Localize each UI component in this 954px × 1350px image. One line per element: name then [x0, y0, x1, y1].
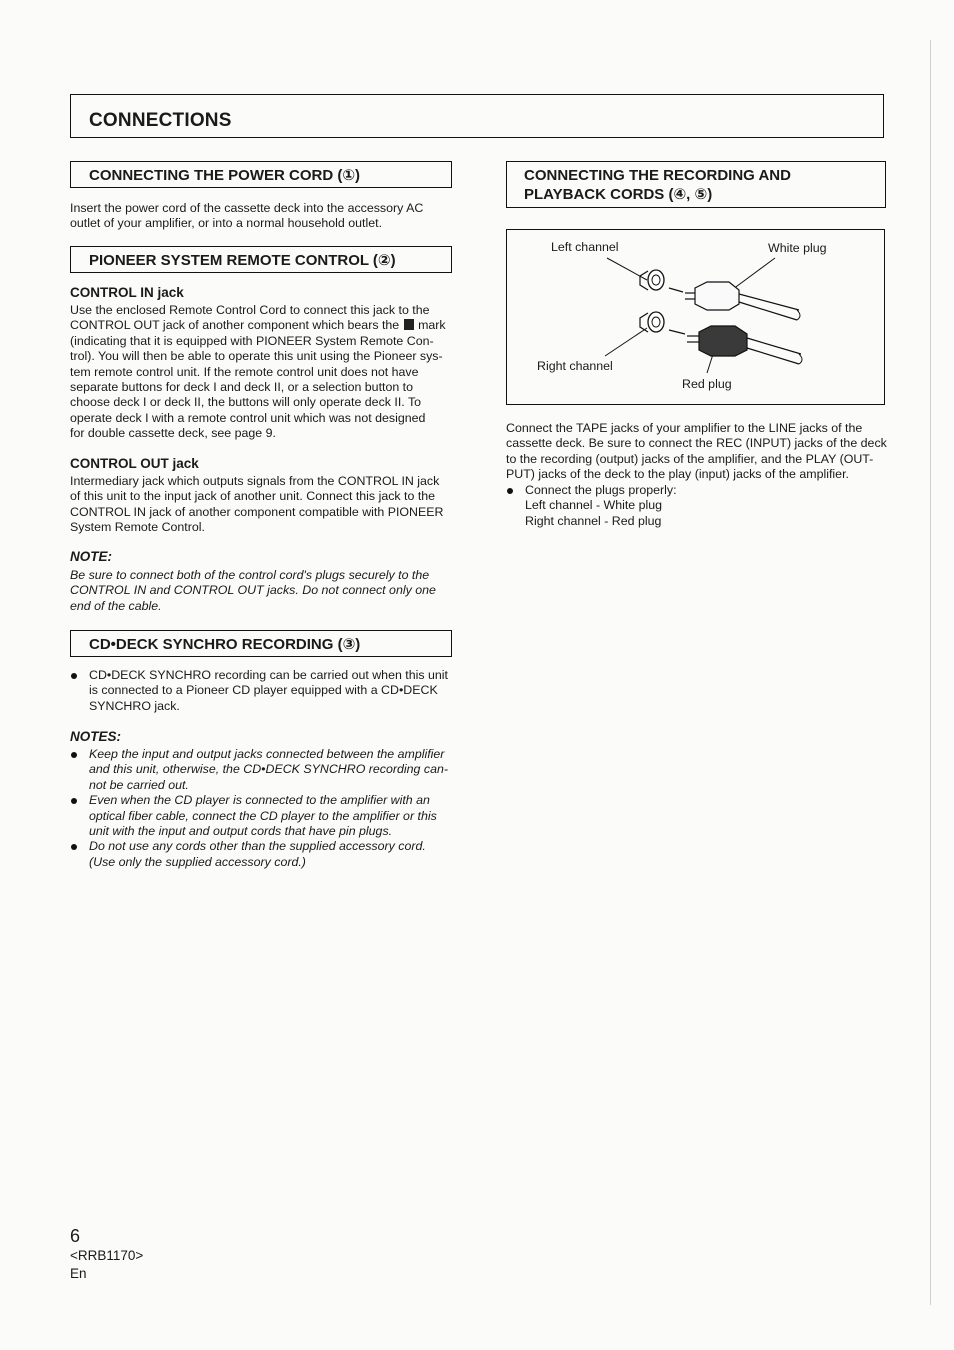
plug-illustration [507, 230, 884, 404]
note-heading: NOTE: [70, 549, 112, 564]
control-in-heading: CONTROL IN jack [70, 285, 184, 300]
right-channel-label: Right channel [537, 359, 613, 373]
cd-deck-heading: CD•DECK SYNCHRO RECORDING (③) [70, 630, 452, 657]
control-out-heading: CONTROL OUT jack [70, 456, 199, 471]
page-number: 6 [70, 1226, 81, 1246]
power-cord-text: Insert the power cord of the cassette deck into the accessory AC outlet of your amplifier, or into a normal household outlet. [70, 201, 424, 231]
note-text: Be sure to connect both of the control cord's plugs securely to the CONTROL IN and CONTROL OUT jacks. Do not connect only one end of the cable. [70, 568, 436, 613]
left-jack-icon [640, 270, 664, 290]
page-title: CONNECTIONS [89, 110, 232, 131]
notes-heading: NOTES: [70, 729, 122, 744]
cd-deck-list [70, 668, 455, 714]
list-item: CD•DECK SYNCHRO recording can be carried out when this unit is connected to a Pioneer CD player equipped with a CD•DECK SYNCHRO jack. [70, 668, 455, 714]
left-channel-label: Left channel [551, 240, 619, 254]
control-in-text: Use the enclosed Remote Control Cord to connect this jack to the CONTROL OUT jack of another component which bears the mark (indicating that it is equipped with PIONEER System Remote Con- trol). You will then be able to operate this unit using the Pioneer sys- tem remote control unit. If the remote control unit does not have separate buttons for deck I and deck II, or a selection button to choose deck I or deck II, the buttons will only operate deck II. To operate deck I with a remote control unit which was not designed for double cassette deck, see page 9. [70, 303, 446, 441]
list-item: Keep the input and output jacks connected between the amplifier and this unit, otherwise, the CD•DECK SYNCHRO recording can- not be carried out. [70, 747, 455, 793]
notes-list [70, 747, 455, 870]
list-item: Even when the CD player is connected to the amplifier with an optical fiber cable, connect the CD player to the amplifier or this unit with the input and output cords that have pin plugs. [70, 793, 455, 839]
recording-list [506, 483, 891, 529]
white-plug-label: White plug [768, 241, 827, 255]
remote-control-heading: PIONEER SYSTEM REMOTE CONTROL (②) [70, 246, 452, 273]
control-out-text: Intermediary jack which outputs signals from the CONTROL IN jack of this unit to the input jack of another unit. Connect this jack to the CONTROL IN jack of another component compatible with PIONEER System Remote Control. [70, 474, 444, 535]
document-code: <RRB1170> [70, 1248, 144, 1263]
list-item: Do not use any cords other than the supplied accessory cord. (Use only the supplied accessory cord.) [70, 839, 455, 870]
main-heading-box [70, 94, 884, 138]
white-plug-icon [685, 282, 800, 320]
page-edge-rule [930, 40, 931, 1305]
language-code: En [70, 1266, 87, 1281]
red-plug-label: Red plug [682, 377, 732, 391]
recording-text: Connect the TAPE jacks of your amplifier to the LINE jacks of the cassette deck. Be sure to connect the REC (INPUT) jacks of the deck to the recording (output) jacks of the amplifier, and the PLAY (OUT- PUT) jacks of the deck to the play (input) jacks of the amplifier. [506, 421, 887, 482]
list-item: Connect the plugs properly: Left channel - White plug Right channel - Red plug [506, 483, 891, 529]
recording-heading: CONNECTING THE RECORDING AND PLAYBACK CORDS (④, ⑤) [506, 161, 886, 208]
right-jack-icon [640, 312, 664, 332]
red-plug-icon [687, 326, 802, 364]
power-cord-heading: CONNECTING THE POWER CORD (①) [70, 161, 452, 188]
sr-mark-icon [404, 319, 414, 330]
plug-diagram [506, 229, 885, 405]
